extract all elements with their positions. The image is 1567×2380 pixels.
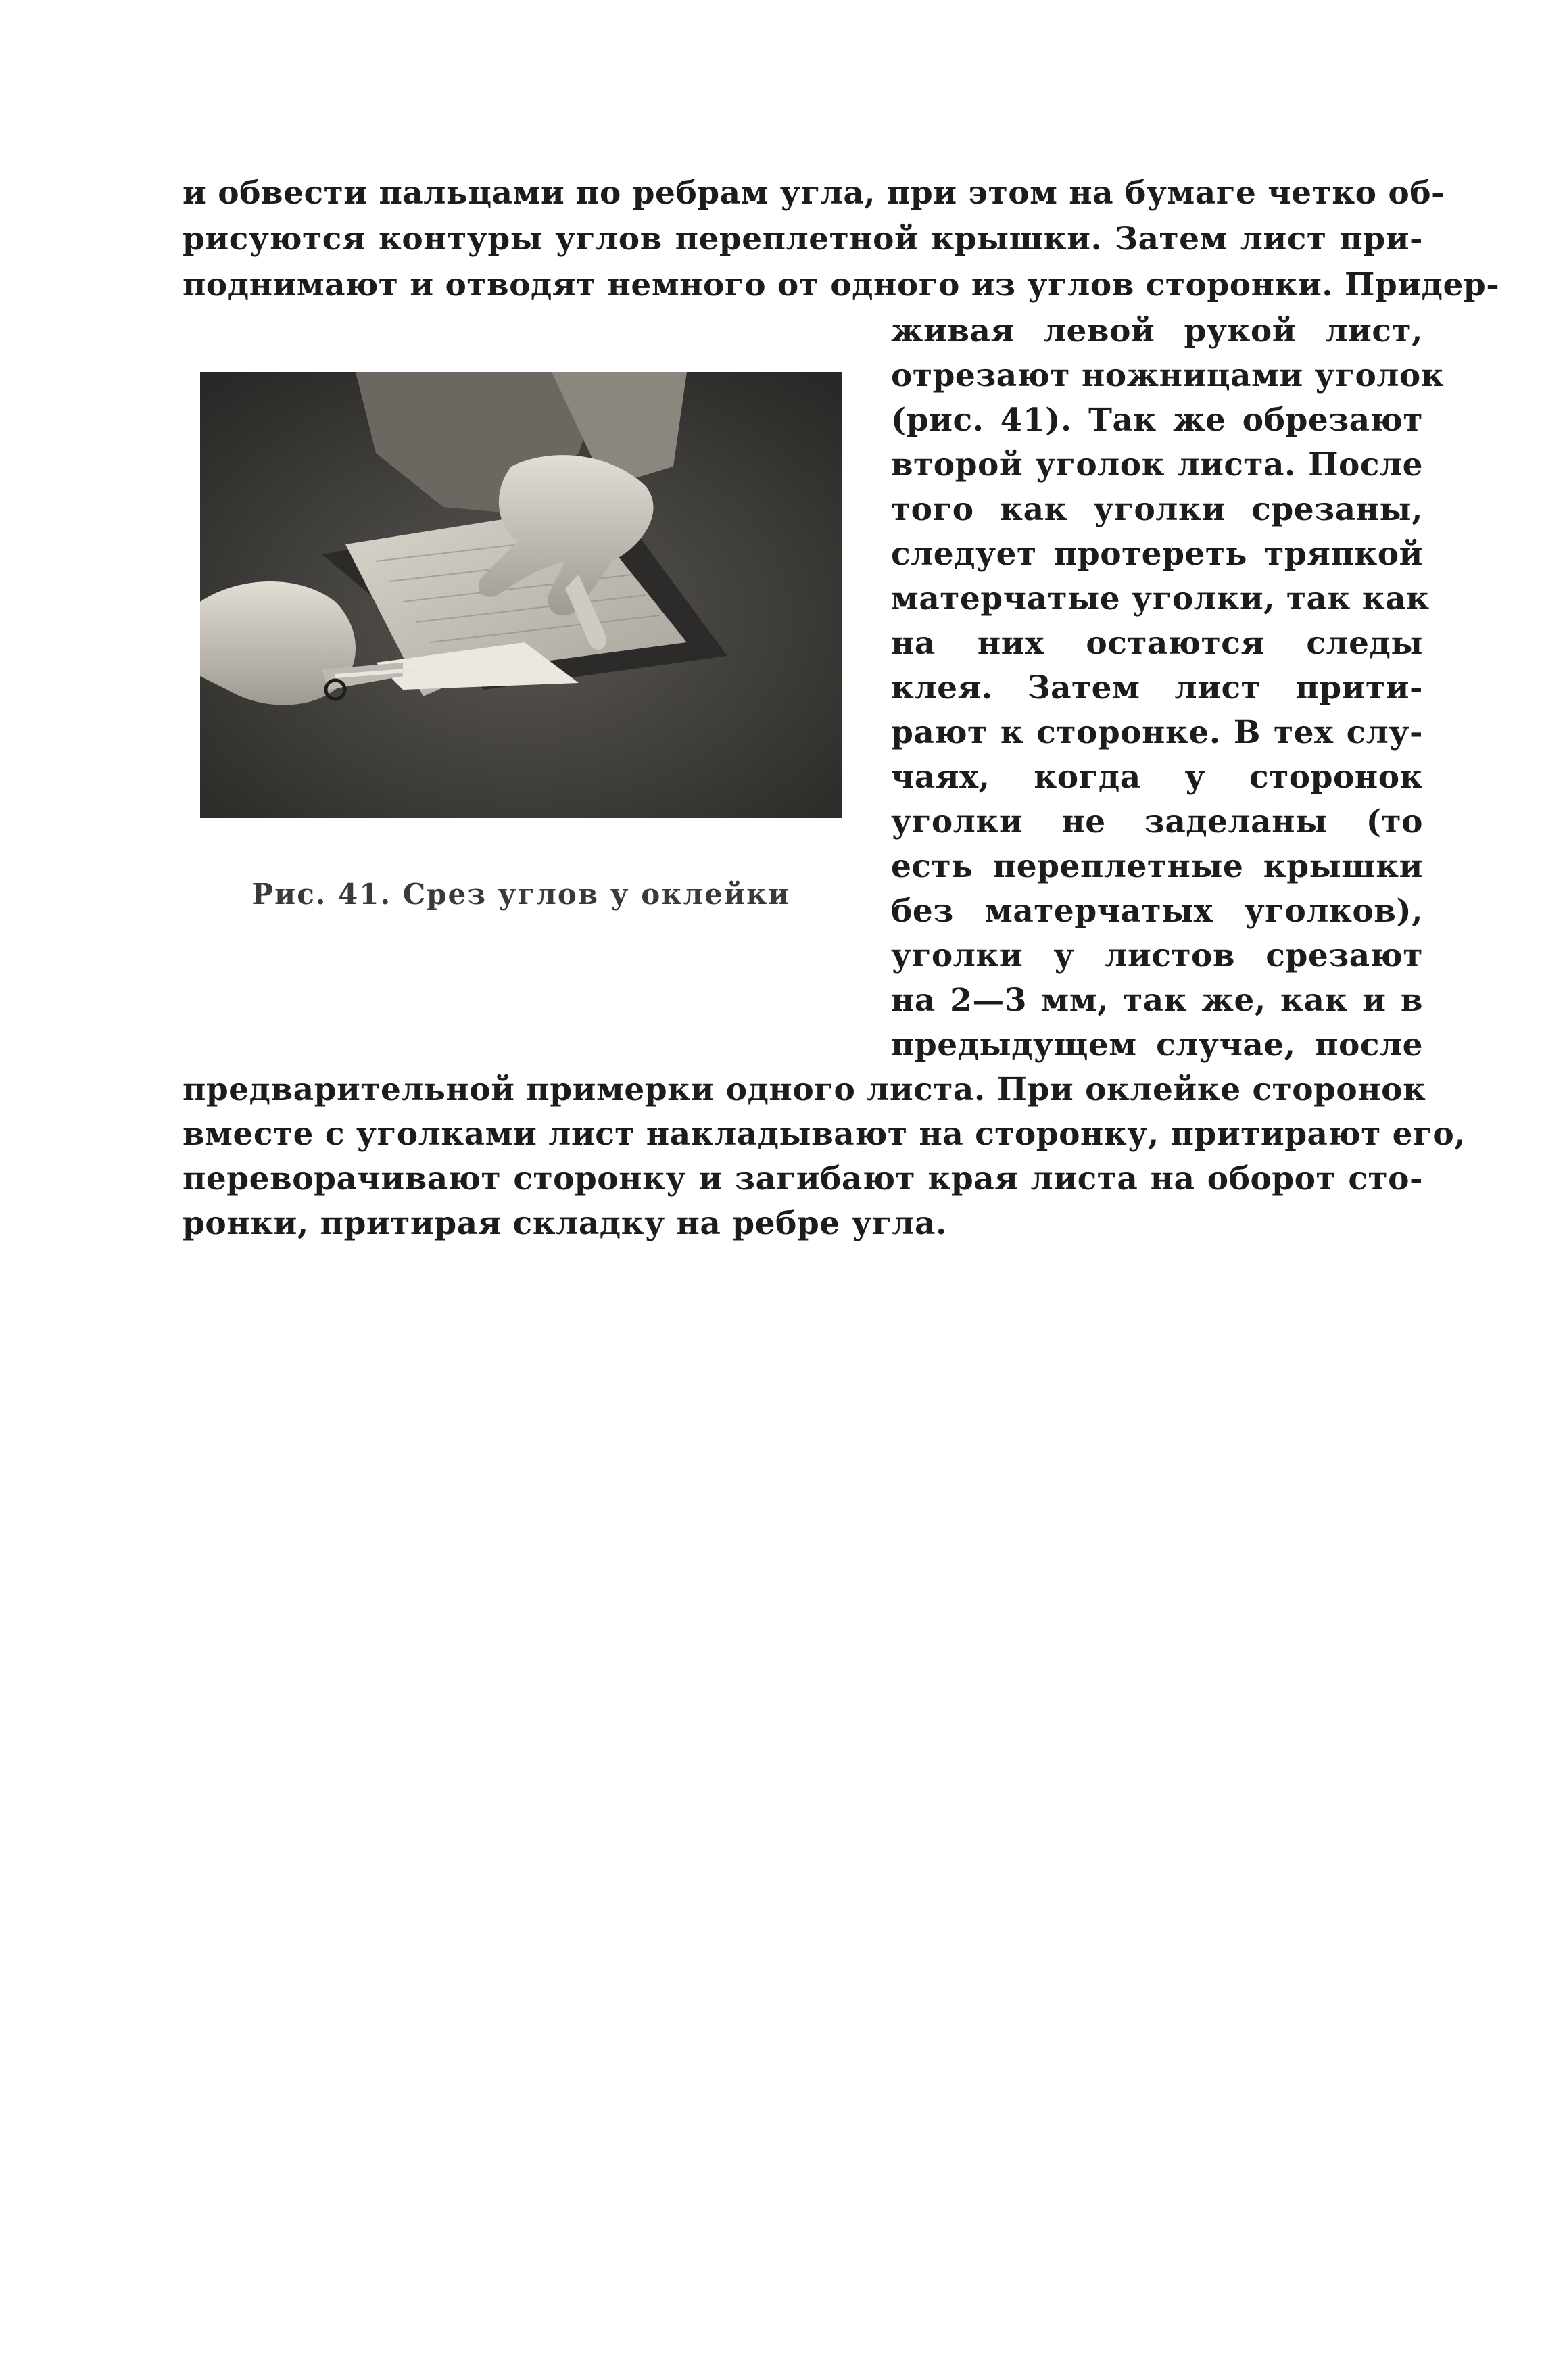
body-text-line: вместе с уголками лист накладывают на сторонку, притирают его, [183,1116,1466,1153]
body-text-line: матерчатые уголки, так как [891,580,1430,617]
body-text-line: чаях, когда у сторонок [891,759,1423,796]
figure-photo [200,372,842,818]
body-text-line: уголки у листов срезают [891,937,1423,974]
body-text-line: и обвести пальцами по ребрам угла, при этом на бумаге четко об- [183,174,1445,212]
body-text-line: (рис. 41). Так же обрезают [891,402,1423,439]
body-text-line: живая левой рукой лист, [891,312,1423,350]
body-text-line: поднимают и отводят немного от одного из углов сторонки. Придер- [183,266,1500,304]
body-text-line: предварительной примерки одного листа. При оклейке сторонок [183,1071,1426,1108]
body-text-line: уголки не заделаны (то [891,803,1423,840]
body-text-line: предыдущем случае, после [891,1026,1423,1064]
body-text-line: отрезают ножницами уголок [891,357,1445,394]
body-text-line: рисуются контуры углов переплетной крышки. Затем лист при- [183,220,1423,258]
body-text-line: рают к сторонке. В тех слу- [891,714,1423,751]
body-text-line: следует протереть тряпкой [891,536,1423,573]
body-text-line: второй уголок листа. После [891,446,1423,483]
body-text-line: того как уголки срезаны, [891,491,1423,528]
figure-41-illustration [200,372,842,818]
body-text-line: ронки, притирая складку на ребре угла. [183,1205,947,1242]
body-text-line: есть переплетные крышки [891,848,1423,885]
body-text-line: на них остаются следы [891,625,1423,662]
body-text-line: на 2—3 мм, так же, как и в [891,982,1423,1019]
body-text-line: переворачивают сторонку и загибают края листа на оборот сто- [183,1160,1423,1197]
body-text-line: без матерчатых уголков), [891,892,1423,930]
figure-caption: Рис. 41. Срез углов у оклейки [251,878,791,911]
body-text-line: клея. Затем лист прити- [891,669,1423,707]
